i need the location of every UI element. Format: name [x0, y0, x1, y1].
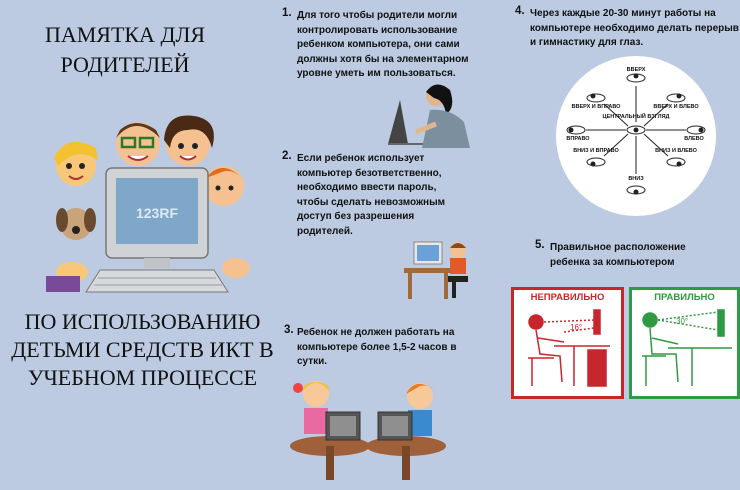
dog-icon [56, 208, 96, 240]
woman-laptop-illustration [386, 78, 476, 148]
eye-up-left-icon [667, 94, 685, 103]
posture-wrong-label: НЕПРАВИЛЬНО [530, 292, 605, 303]
eye-label-down-left: ВНИЗ И ВЛЕВО [655, 148, 697, 154]
list-item [515, 5, 740, 51]
list-item [282, 7, 497, 82]
item-text: Если ребенок использует компьютер безответственно, необходимо ввести пароль, чтобы сделать невозможным доступ без разрешения родителей. [297, 153, 446, 237]
list-item [284, 324, 487, 370]
item-number: 1. [282, 7, 292, 19]
keyboard-icon [86, 270, 228, 292]
kid-right-icon [204, 166, 244, 206]
eye-down-right-icon [587, 158, 605, 167]
page-subtitle: ПО ИСПОЛЬЗОВАНИЮ ДЕТЬМИ СРЕДСТВ ИКТ В УЧЕБНОМ ПРОЦЕССЕ [11, 309, 274, 390]
item-number: 3. [284, 324, 294, 336]
eye-up-icon [627, 74, 645, 83]
item-text: Правильное расположение ребенка за компьютером [550, 242, 686, 268]
item-number: 5. [535, 239, 545, 251]
item-number: 4. [515, 5, 525, 17]
eye-label-right: ВПРАВО [566, 136, 590, 142]
eye-right-icon [567, 126, 585, 134]
posture-right-label: ПРАВИЛЬНО [654, 292, 715, 303]
eye-exercise-chart [556, 56, 716, 216]
kid-glasses-icon [116, 122, 160, 166]
watermark-text: 123RF [135, 205, 179, 221]
item-text: Ребенок не должен работать на компьютере более 1,5-2 часов в сутки. [297, 327, 457, 367]
kid-left-icon [54, 142, 98, 186]
posture-right-figure [632, 290, 737, 396]
eye-label-down: ВНИЗ [628, 176, 644, 182]
posture-right-angle: 30° [676, 317, 689, 326]
posture-wrong-figure [514, 290, 621, 396]
item-text: Через каждые 20-30 минут работы на компьютере необходимо делать перерыв и гимнастику для глаз. [530, 8, 739, 48]
eye-label-up-left: ВВЕРХ И ВЛЕВО [653, 104, 699, 110]
eye-down-left-icon [667, 158, 685, 167]
posture-right-panel [629, 287, 740, 399]
eye-label-up-right: ВВЕРХ И ВПРАВО [571, 104, 621, 110]
kid-desk-illustration [400, 234, 476, 300]
monitor-icon [106, 168, 208, 268]
eye-label-center: ЦЕНТРАЛЬНЫЙ ВЗГЛЯД [602, 114, 670, 120]
posture-wrong-angle: 16° [570, 323, 583, 332]
kids-computer-illustration [36, 96, 266, 296]
eye-down-icon [627, 186, 645, 195]
list-item [535, 239, 710, 270]
eye-left-icon [687, 126, 705, 134]
girl-icon [293, 381, 330, 434]
page-title: ПАМЯТКА ДЛЯ РОДИТЕЛЕЙ [44, 22, 206, 77]
eye-up-right-icon [587, 94, 605, 103]
item-number: 2. [282, 150, 292, 162]
kid-curly-icon [164, 116, 214, 167]
list-item [282, 150, 462, 239]
two-kids-computers-illustration [282, 376, 452, 482]
eye-label-up: ВВЕРХ [626, 67, 646, 73]
item-text: Для того чтобы родители могли контролировать использование ребенком компьютера, они сами должны хотя бы на элементарном уровне уметь им пользоваться. [297, 10, 469, 79]
eye-label-down-right: ВНИЗ И ВПРАВО [573, 148, 619, 154]
eye-label-left: ВЛЕВО [684, 136, 704, 142]
eye-center-icon [627, 126, 645, 134]
posture-wrong-panel [511, 287, 624, 399]
